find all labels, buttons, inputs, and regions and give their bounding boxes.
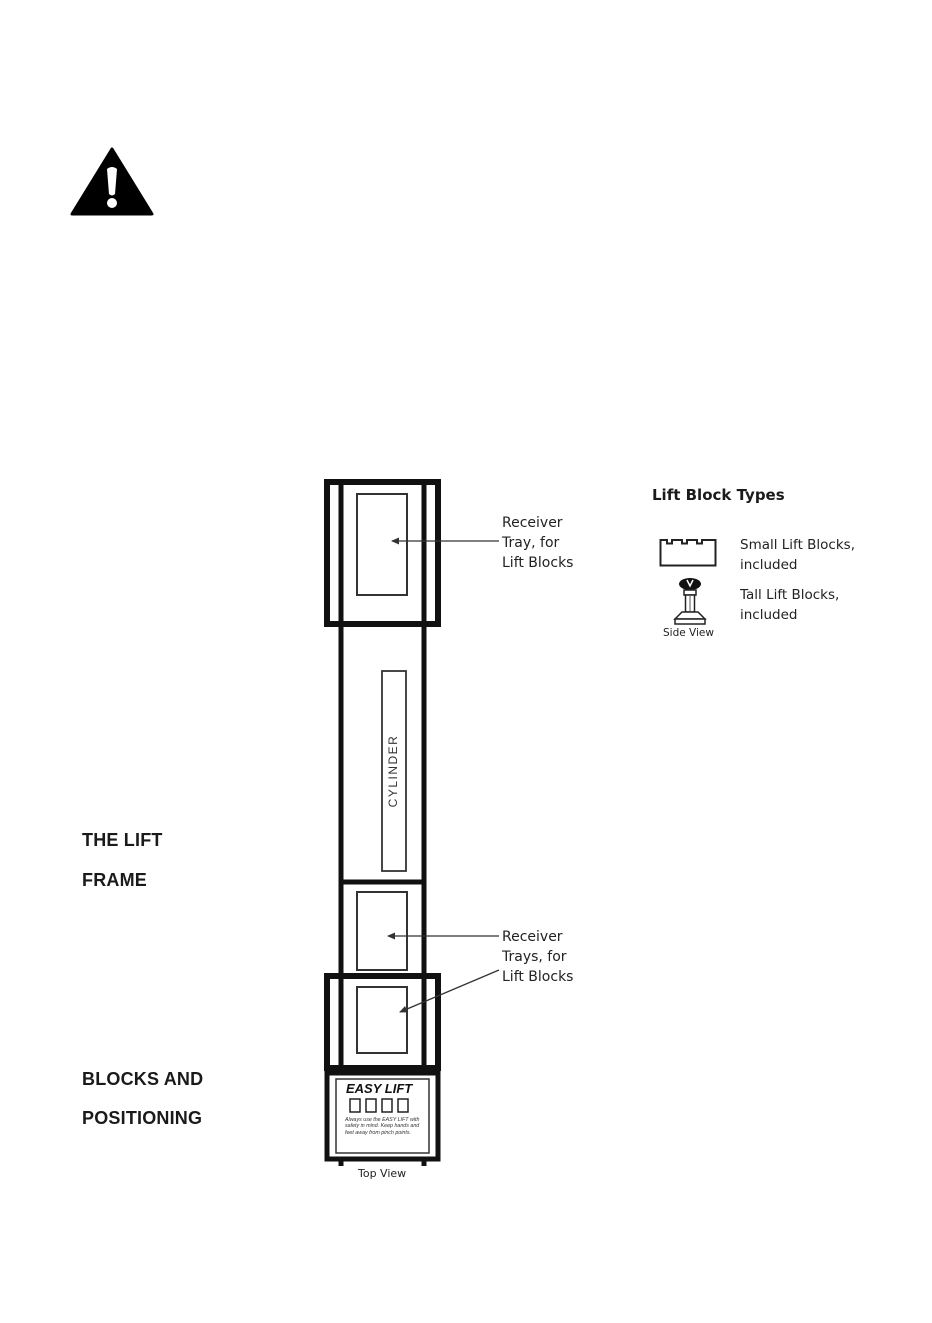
top-receiver-tray [357,494,407,595]
top-tray-callout-line: Receiver [502,515,563,531]
bottom-trays-callout [502,927,573,987]
lift-frame-heading-line2: FRAME [82,870,147,890]
tall-blocks-label-line: Tall Lift Blocks, [740,587,840,603]
tall-lift-block-icon [670,575,710,627]
lower-receiver-tray-1 [357,892,407,970]
bottom-end-section [327,976,438,1068]
blocks-heading-line1: BLOCKS AND [82,1069,204,1089]
small-blocks-label [740,535,855,575]
top-view-caption: Top View [358,1167,407,1180]
top-tray-callout [502,513,573,573]
top-tray-callout-line: Tray, for [502,535,560,551]
small-lift-block-icon [659,537,717,567]
plate-brand: EASY LIFT [346,1081,413,1096]
lower-receiver-tray-2 [357,987,407,1053]
plate-fine-print: Always use the EASY LIFT with safety in mind. Keep hands and feet away from pinch points. [345,1117,420,1136]
blocks-heading-line2: POSITIONING [82,1108,203,1128]
top-end-section [327,482,438,624]
small-blocks-label-line: included [740,557,798,573]
bottom-trays-callout-line: Receiver [502,929,563,945]
legend-title: Lift Block Types [652,486,785,504]
bottom-trays-callout-line: Lift Blocks [502,969,574,985]
top-tray-callout-line: Lift Blocks [502,555,574,571]
small-blocks-label-line: Small Lift Blocks, [740,537,855,553]
bottom-trays-callout-line: Trays, for [502,949,567,965]
cylinder-label: CYLINDER [386,734,400,808]
side-view-caption: Side View [663,627,714,639]
lift-frame-heading-line1: THE LIFT [82,830,163,850]
tall-blocks-label-line: included [740,607,798,623]
tall-blocks-label [740,585,839,625]
lower-tray-section [341,882,424,970]
